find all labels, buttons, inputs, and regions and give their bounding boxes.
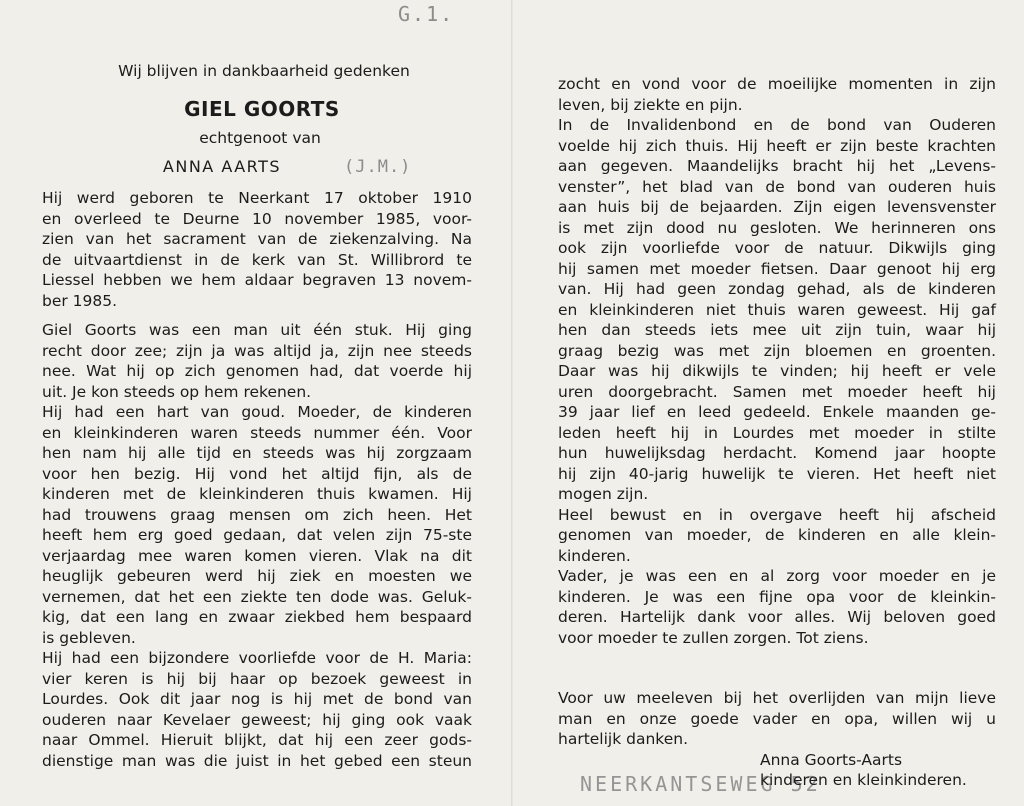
text-line: In de Invalidenbond en de bond van Ouderen: [558, 116, 996, 134]
text-line: leven, bij ziekte en pijn.: [558, 95, 743, 114]
paragraph-character: [42, 320, 472, 402]
handwritten-note-spouse: (J.M.): [344, 157, 412, 177]
text-line: 39 jaar lief en leed gedeeld. Enkele maanden ge-: [558, 403, 996, 421]
text-line: is gebleven.: [42, 628, 136, 647]
text-line: Voor uw meeleven bij het overlijden van mijn lieve: [558, 689, 996, 707]
deceased-name: GIEL GOORTS: [184, 97, 340, 121]
opening-line: Wij blijven in dankbaarheid gedenken: [118, 62, 410, 80]
text-line: genomen van moeder, de kinderen en alle klein-: [558, 526, 996, 544]
text-line: man en onze goede vader en opa, willen wij u: [558, 709, 996, 728]
text-line: nee. Wat hij op zich genomen had, dat voerde hij: [42, 362, 472, 380]
text-line: hij zijn 40-jarig huwelijk te vieren. Het heeft niet: [558, 464, 996, 483]
paragraph-birth-death: [42, 188, 472, 311]
text-line: en overleed te Deurne 10 november 1985, voor-: [42, 209, 472, 228]
text-line: kinderen met de kleinkinderen thuis kwamen. Hij: [42, 485, 472, 503]
text-line: graag bezig was met zijn bloemen en groenten.: [558, 341, 996, 360]
text-line: de uitvaartdienst in de kerk van St. Willibrord te: [42, 250, 472, 269]
text-line: hen dan steeds iets mee uit zijn tuin, waar hij: [558, 321, 996, 339]
paragraph-thanks: [558, 688, 996, 750]
text-line: ook zijn voorliefde voor de natuur. Dikwijls ging: [558, 239, 996, 257]
signature-block: [558, 750, 996, 791]
paragraph-community: [558, 115, 996, 505]
text-line: voelde hij zich thuis. Hij heeft er zijn beste krachten: [558, 136, 996, 155]
text-line: had trouwens graag mensen om zich heen. Het: [42, 505, 472, 524]
handwritten-address: NEERKANTSEWEG 52: [580, 772, 821, 796]
text-line: vernemen, dat het een ziekte ten dode was. Geluk-: [42, 587, 472, 606]
text-line: ouderen naar Kevelaer geweest; hij ging ook vaak: [42, 710, 472, 729]
text-line: deren. Hartelijk dank voor alles. Wij beloven goed: [558, 608, 996, 626]
text-line: Lourdes. Ook dit jaar nog is hij met de bond van: [42, 690, 472, 708]
text-line: is met zijn dood nu gesloten. We herinneren ons: [558, 218, 996, 237]
paragraph-faith-continued: [558, 74, 996, 115]
text-line: voor moeder te zullen zorgen. Tot ziens.: [558, 628, 869, 647]
text-line: Daar was hij dikwijls te vinden; hij heeft er vele: [558, 362, 996, 380]
text-line: kinderen. Je was een fijne opa voor de kleinkin-: [558, 587, 996, 606]
text-line: kinderen.: [558, 546, 631, 565]
text-line: ber 1985.: [42, 291, 118, 310]
text-line: Hij had een bijzondere voorliefde voor de H. Maria:: [42, 649, 472, 667]
text-line: Heel bewust en in overgave heeft hij afscheid: [558, 505, 996, 524]
text-line: mogen zijn.: [558, 485, 649, 503]
text-line: en kleinkinderen waren steeds nummer één. Voor: [42, 423, 472, 442]
text-line: Liessel hebben we hem aldaar begraven 13 novem-: [42, 271, 472, 289]
text-line: venster”, het blad van de bond van ouderen huis: [558, 177, 996, 196]
text-line: van. Hij had geen zondag gehad, als de kinderen: [558, 280, 996, 298]
text-line: Hij werd geboren te Neerkant 17 oktober 1910: [42, 189, 472, 207]
text-line: verjaardag mee waren komen vieren. Vlak na dit: [42, 546, 472, 565]
text-line: uit. Je kon steeds op hem rekenen.: [42, 382, 312, 401]
text-line: zien van het sacrament van de ziekenzalving. Na: [42, 230, 472, 248]
spouse-of-label: echtgenoot van: [199, 129, 321, 147]
text-line: heuglijk gebeuren werd hij ziek en moesten we: [42, 567, 472, 585]
text-line: Giel Goorts was een man uit één stuk. Hij ging: [42, 321, 472, 339]
paragraph-father: [558, 566, 996, 648]
text-line: hen nam hij alle tijd en steeds was hij zorgzaam: [42, 444, 472, 462]
right-column: [558, 74, 996, 791]
text-line: aan huis bij de bejaarden. Zijn eigen levensvenster: [558, 198, 996, 216]
text-line: vier keren is hij bij haar op bezoek geweest in: [42, 669, 472, 688]
text-line: heeft hem erg goed gedaan, dat velen zijn 75-ste: [42, 526, 472, 544]
text-line: dienstige man was die juist in het gebed een steun: [42, 751, 472, 770]
paragraph-farewell: [558, 505, 996, 567]
text-line: recht door zee; zijn ja was altijd ja, zijn nee steeds: [42, 341, 472, 360]
handwritten-note-top: G.1.: [398, 2, 455, 26]
text-line: Vader, je was een en al zorg voor moeder en je: [558, 567, 996, 585]
text-line: uren doorgebracht. Samen met moeder heeft hij: [558, 382, 996, 401]
text-line: leden heeft hij in Lourdes met moeder in stilte: [558, 423, 996, 442]
paragraph-faith: [42, 648, 472, 771]
card-fold: [511, 0, 513, 806]
signature-family: kinderen en kleinkinderen.: [760, 771, 967, 789]
paragraph-family: [42, 402, 472, 648]
text-line: en kleinkinderen niet thuis waren geweest. Hij gaf: [558, 300, 996, 319]
left-column: [42, 60, 472, 771]
spouse-name: ANNA AARTS: [162, 157, 282, 176]
signature-name: Anna Goorts-Aarts: [760, 750, 903, 769]
text-line: kig, dat een lang en zwaar ziekbed hem bespaard: [42, 608, 472, 626]
text-line: zocht en vond voor de moeilijke momenten in zijn: [558, 75, 996, 93]
text-line: naar Ommel. Hieruit blijkt, dat hij een zeer gods-: [42, 731, 472, 749]
text-line: hij samen met moeder fietsen. Daar genoot hij erg: [558, 259, 996, 278]
text-line: aan gegeven. Maandelijks bracht hij het „Levens-: [558, 157, 996, 175]
text-line: hun huwelijksdag herdacht. Komend jaar hoopte: [558, 444, 996, 462]
text-line: voor hen bezig. Hij vond het altijd fijn, als de: [42, 464, 472, 483]
text-line: Hij had een hart van goud. Moeder, de kinderen: [42, 403, 472, 421]
text-line: hartelijk danken.: [558, 730, 689, 748]
